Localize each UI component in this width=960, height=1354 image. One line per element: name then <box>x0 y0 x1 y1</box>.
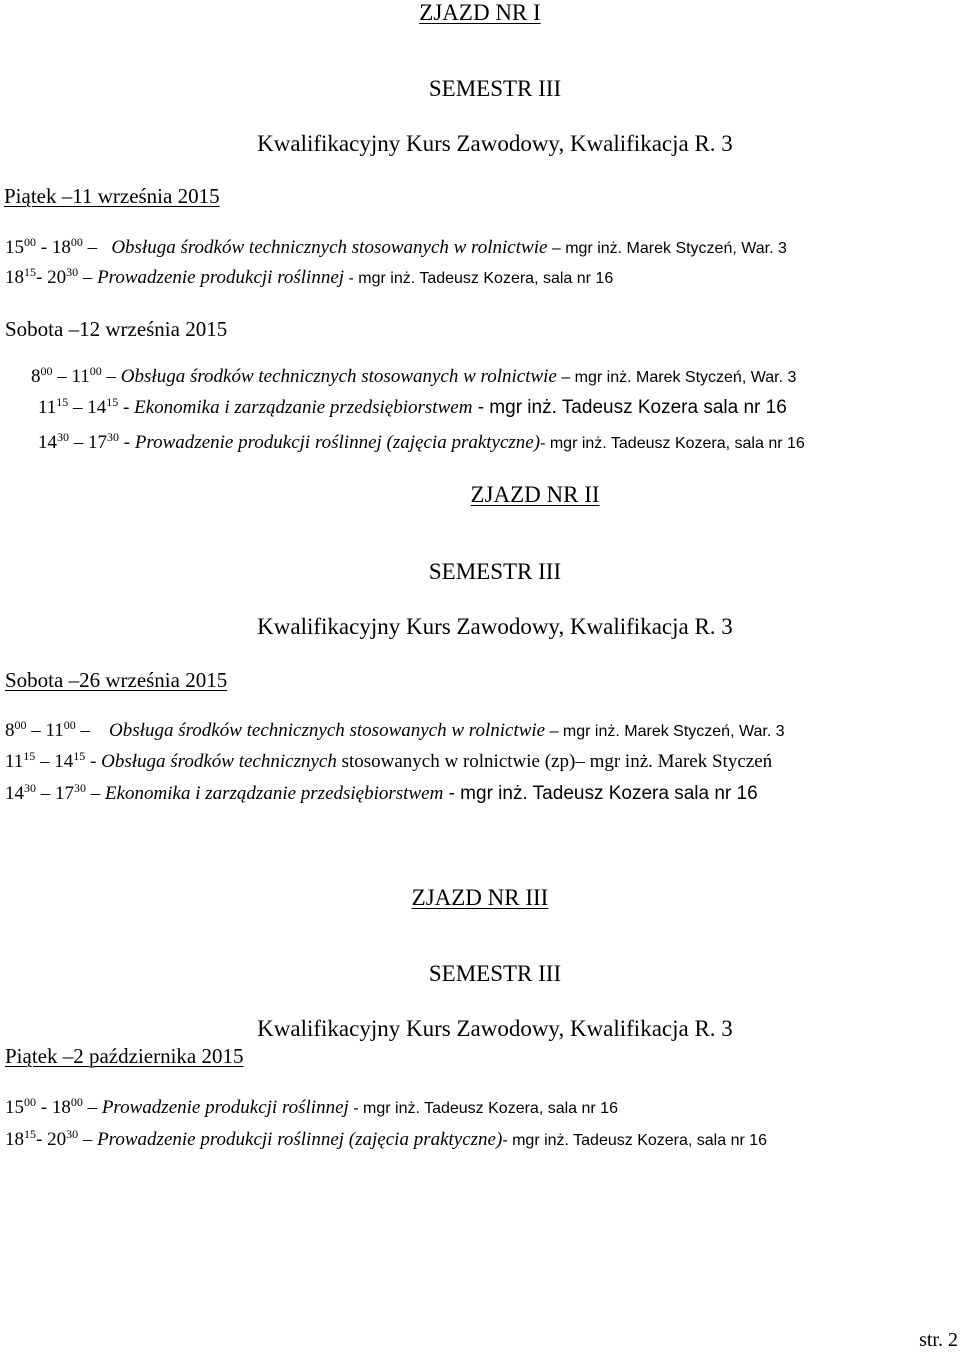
zjazd-2-day-1-row-2: $11^{15} - 14^{15}$ - Obsługa środków technicznych stosowanych w rolnictwie (zp)– mgr inż. Marek Styczeń <box>5 749 773 772</box>
zjazd-2-course: Kwalifikacyjny Kurs Zawodowy, Kwalifikacja R. 3 <box>257 614 733 639</box>
zjazd-2-day-1-row-3: $14^{30} - 17^{30}$ – Ekonomika i zarządzanie przedsiębiorstwem - mgr inż. Tadeusz Kozera sala nr 16 <box>5 781 758 804</box>
zjazd-1-day-2-row-3: $14^{30} - 17^{30}$ - Prowadzenie produkcji roślinnej (zajęcia praktyczne)- mgr inż. Tadeusz Kozera, sala nr 16 <box>38 430 805 453</box>
zjazd-1-day-2-row-1: $8^{00} - 11^{00}$ – Obsługa środków technicznych stosowanych w rolnictwie – mgr inż. Marek Styczeń, War. 3 <box>31 364 797 387</box>
zjazd-1-day-1-row-1: $15^{00} - 18^{00}$ – Obsługa środków technicznych stosowanych w rolnictwie – mgr inż. Marek Styczeń, War. 3 <box>5 235 787 258</box>
zjazd-2-semester: SEMESTR III <box>428 559 562 584</box>
zjazd-1-semester: SEMESTR III <box>428 76 562 101</box>
zjazd-3-day-1-heading: Piątek –2 października 2015 <box>5 1044 244 1068</box>
page-number: str. 2 <box>919 1329 958 1351</box>
zjazd-3-course: Kwalifikacyjny Kurs Zawodowy, Kwalifikacja R. 3 <box>257 1016 733 1041</box>
zjazd-2-day-1-row-1: $8^{00} - 11^{00}$ – Obsługa środków technicznych stosowanych w rolnictwie – mgr inż. Marek Styczeń, War. 3 <box>5 718 785 741</box>
zjazd-2-day-1-heading: Sobota –26 września 2015 <box>5 668 228 692</box>
zjazd-1-day-1-heading: Piątek –11 września 2015 <box>4 184 220 208</box>
zjazd-3-day-1-row-2: $18^{15}-$ $20^{30}$ – Prowadzenie produkcji roślinnej (zajęcia praktyczne)- mgr inż. Tadeusz Kozera, sala nr 16 <box>5 1127 768 1150</box>
zjazd-1-day-2-row-2: $11^{15} - 14^{15}$ - Ekonomika i zarządzanie przedsiębiorstwem - mgr inż. Tadeusz Kozera sala nr 16 <box>38 395 787 418</box>
zjazd-1-course: Kwalifikacyjny Kurs Zawodowy, Kwalifikacja R. 3 <box>257 131 733 156</box>
zjazd-1-title: ZJAZD NR I <box>419 0 541 25</box>
zjazd-3-title: ZJAZD NR III <box>411 885 549 910</box>
zjazd-3-day-1-row-1: $15^{00} - 18^{00}$ – Prowadzenie produkcji roślinnej - mgr inż. Tadeusz Kozera, sala nr 16 <box>5 1095 618 1118</box>
zjazd-1-day-1-row-2: $18^{15}-$ $20^{30}$ – Prowadzenie produkcji roślinnej - mgr inż. Tadeusz Kozera, sala nr 16 <box>5 265 614 288</box>
zjazd-3-semester: SEMESTR III <box>428 961 562 986</box>
zjazd-1-day-2-heading: Sobota –12 września 2015 <box>5 317 228 341</box>
zjazd-2-title: ZJAZD NR II <box>470 482 600 507</box>
